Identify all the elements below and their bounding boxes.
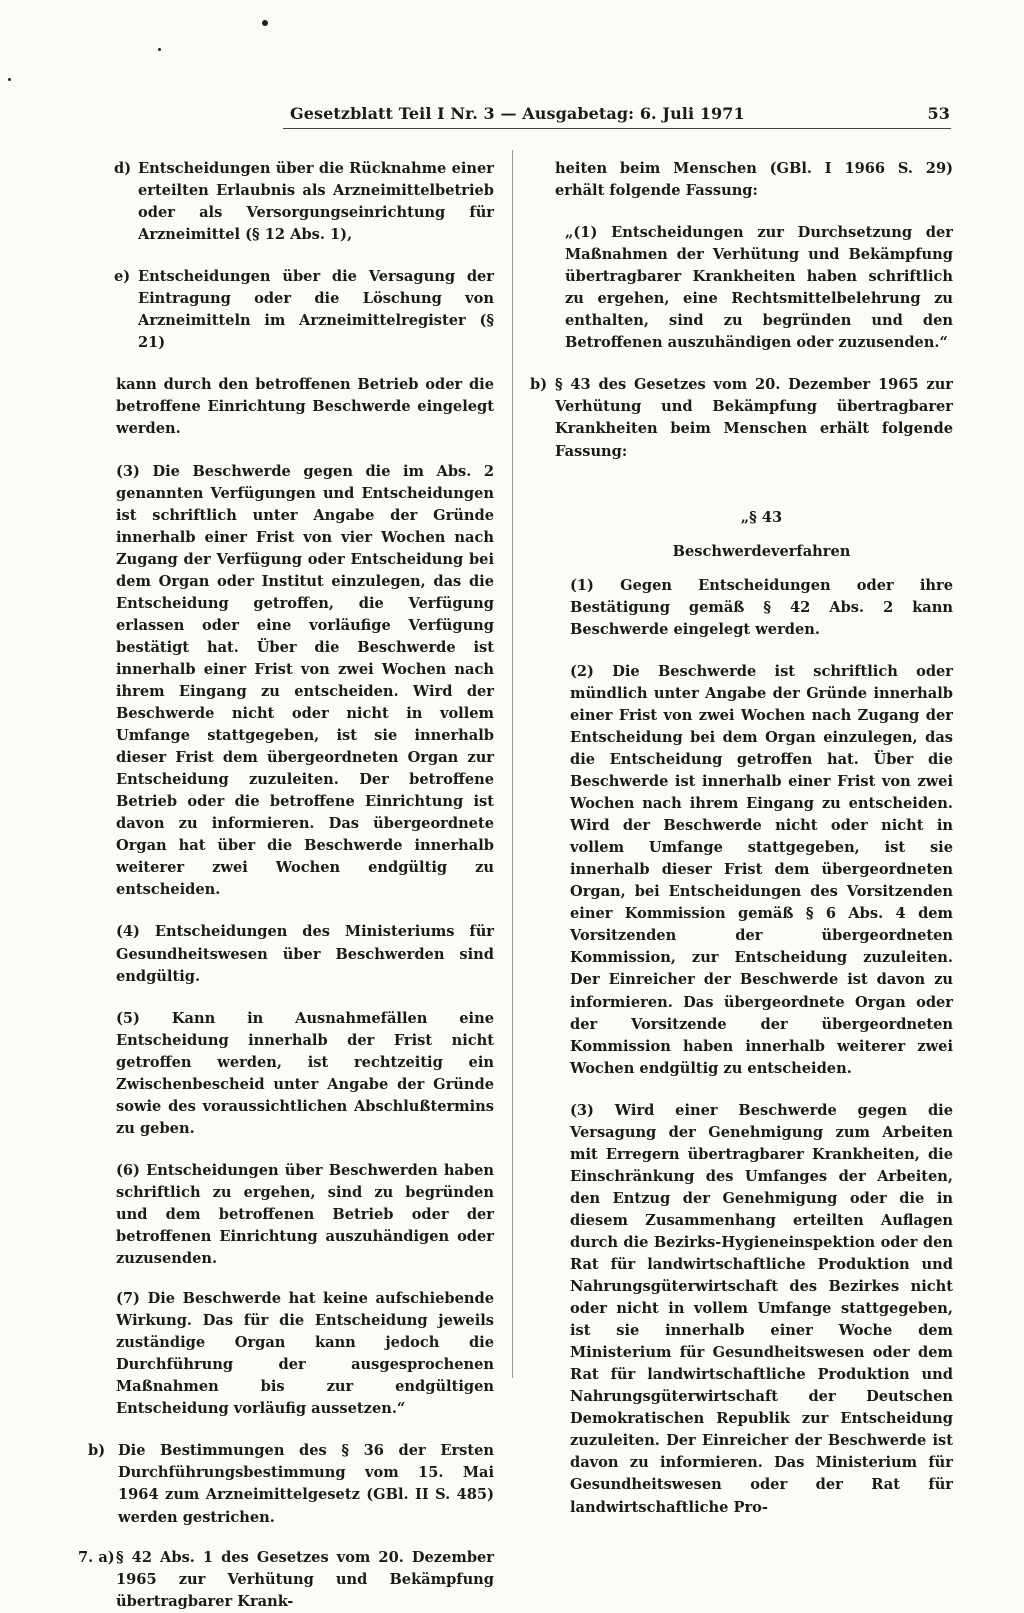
list-item-e [114, 266, 494, 354]
paragraph-4: (4) Entscheidungen des Ministeriums für Gesundheitswesen über Beschwerden sind endgültig. [116, 923, 494, 985]
list-text: Entscheidungen über die Rücknahme einer erteilten Erlaubnis als Arzneimittelbetrieb oder als Versorgungseinrichtung für Arzneimittel (§ 12 Abs. 1), [138, 160, 494, 244]
list-text: Entscheidungen über die Versagung der Eintragung oder die Löschung von Arzneimitteln im Arzneimittelregister (§ 21) [138, 268, 494, 352]
paragraph-6: (6) Entscheidungen über Beschwerden haben schriftlich zu ergehen, sind zu begründen und dem betroffenen Betrieb oder der betroffenen Einrichtung auszuhändigen oder zuzusenden. [116, 1161, 494, 1268]
section-number: „§ 43 [740, 508, 783, 526]
continuation-text: heiten beim Menschen (GBl. I 1966 S. 29) erhält folgende Fassung: [555, 160, 953, 200]
paragraph-after-list: kann durch den betroffenen Betrieb oder die betroffene Einrichtung Beschwerde eingelegt werden. [116, 376, 494, 438]
item-label: b) [530, 376, 548, 394]
section-paragraph-1: (1) Gegen Entscheidungen oder ihre Bestätigung gemäß § 42 Abs. 2 kann Beschwerde eingelegt werden. [570, 576, 953, 638]
list-label: e) [114, 268, 131, 286]
column-divider [512, 150, 513, 1378]
list-label: d) [114, 160, 132, 177]
page-header [290, 104, 950, 126]
item-text: § 42 Abs. 1 des Gesetzes vom 20. Dezember 1965 zur Verhütung und Bekämpfung übertragbarer Krank- [116, 1548, 494, 1610]
left-column [78, 158, 494, 1613]
quoted-paragraph-1: „(1) Entscheidungen zur Durchsetzung der Maßnahmen der Verhütung und Bekämpfung übertragbarer Krankheiten haben schriftlich zu ergehen, eine Rechtsmittelbelehrung zu enthalten, sind zu begründen und den Betroffenen auszuhändigen oder zuzusenden.“ [565, 224, 953, 352]
header-rule [283, 128, 951, 129]
paragraph-5: (5) Kann in Ausnahmefällen eine Entscheidung innerhalb der Frist nicht getroffen werden, ist rechtzeitig ein Zwischenbescheid unter Angabe der Gründe sowie des voraussichtlichen Abschlußtermins zu geben. [116, 1009, 494, 1137]
header-title: Gesetzblatt Teil I Nr. 3 — Ausgabetag: 6. Juli 1971 [290, 104, 745, 123]
scan-speck [8, 78, 11, 81]
scan-speck [262, 20, 268, 26]
item-b [530, 374, 953, 462]
item-b [88, 1440, 494, 1528]
item-7a [78, 1547, 494, 1613]
section-title: Beschwerdeverfahren [672, 542, 851, 560]
section-paragraph-2: (2) Die Beschwerde ist schriftlich oder mündlich unter Angabe der Gründe innerhalb einer Frist von zwei Wochen nach Zugang der Entscheidung bei dem Organ einzulegen, das die Entscheidung getroffen hat. Über die Beschwerde ist innerhalb einer Frist von zwei Wochen nach ihrem Eingang zu entscheiden. Wird der Beschwerde nicht oder nicht in vollem Umfange stattgegeben, ist sie innerhalb dieser Frist dem übergeordneten Organ, bei Entscheidungen des Vorsitzenden einer Kommission gemäß § 6 Abs. 4 dem Vorsitzenden der übergeordneten Kommission, zur Entscheidung zuzuleiten. Der Einreicher der Beschwerde ist davon zu informieren. Das übergeordnete Organ oder der Vorsitzende der übergeordneten Kommission haben innerhalb weiterer zwei Wochen endgültig zu entscheiden. [570, 662, 953, 1077]
item-text: Die Bestimmungen des § 36 der Ersten Durchführungsbestimmung vom 15. Mai 1964 zum Arzneimittelgesetz (GBl. II S. 485) werden gestrichen. [118, 1442, 494, 1526]
page-number: 53 [927, 104, 950, 123]
item-label: b) [88, 1442, 106, 1460]
section-paragraph-3: (3) Wird einer Beschwerde gegen die Versagung der Genehmigung zum Arbeiten mit Erregern übertragbarer Krankheiten, die Einschränkung des Umfanges der Arbeiten, den Entzug der Genehmigung oder die in diesem Zusammenhang erteilten Auflagen durch die Bezirks-Hygieneinspektion oder den Rat für landwirtschaftliche Produktion und Nahrungsgüterwirtschaft des Bezirkes nicht oder nicht in vollem Umfange stattgegeben, ist sie innerhalb einer Woche dem Ministerium für Gesundheitswesen oder dem Rat für landwirtschaftliche Produktion und Nahrungsgüterwirtschaft der Deutschen Demokratischen Republik zur Entscheidung zuzuleiten. Der Einreicher der Beschwerde ist davon zu informieren. Das Ministerium für Gesundheitswesen oder der Rat für landwirtschaftliche Pro- [570, 1101, 953, 1516]
list-item-d [114, 158, 494, 246]
item-label: 7. a) [78, 1548, 115, 1566]
right-column [530, 158, 953, 1519]
paragraph-3: (3) Die Beschwerde gegen die im Abs. 2 genannten Verfügungen und Entscheidungen ist schriftlich unter Angabe der Gründe innerhalb einer Frist von vier Wochen nach Zugang der Verfügung oder Entscheidung bei dem Organ oder Institut einzulegen, das die Entscheidung getroffen, die Verfügung erlassen oder eine vorläufige Verfügung bestätigt hat. Über die Beschwerde ist innerhalb einer Frist von zwei Wochen nach ihrem Eingang zu entscheiden. Wird der Beschwerde nicht oder nicht in vollem Umfange stattgegeben, ist sie innerhalb dieser Frist dem übergeordneten Organ zur Entscheidung zuzuleiten. Der betroffene Betrieb oder die betroffene Einrichtung ist davon zu informieren. Das übergeordnete Organ hat über die Beschwerde innerhalb weiterer zwei Wochen endgültig zu entscheiden. [116, 462, 494, 899]
item-text: § 43 des Gesetzes vom 20. Dezember 1965 zur Verhütung und Bekämpfung übertragbarer Krankheiten beim Menschen erhält folgende Fassung: [555, 376, 953, 460]
sub-list [78, 158, 494, 354]
scan-speck [158, 48, 161, 51]
paragraph-7: (7) Die Beschwerde hat keine aufschiebende Wirkung. Das für die Entscheidung jeweils zuständige Organ kann jedoch die Durchführung der ausgesprochenen Maßnahmen bis zur endgültigen Entscheidung vorläufig aussetzen.“ [116, 1290, 494, 1418]
